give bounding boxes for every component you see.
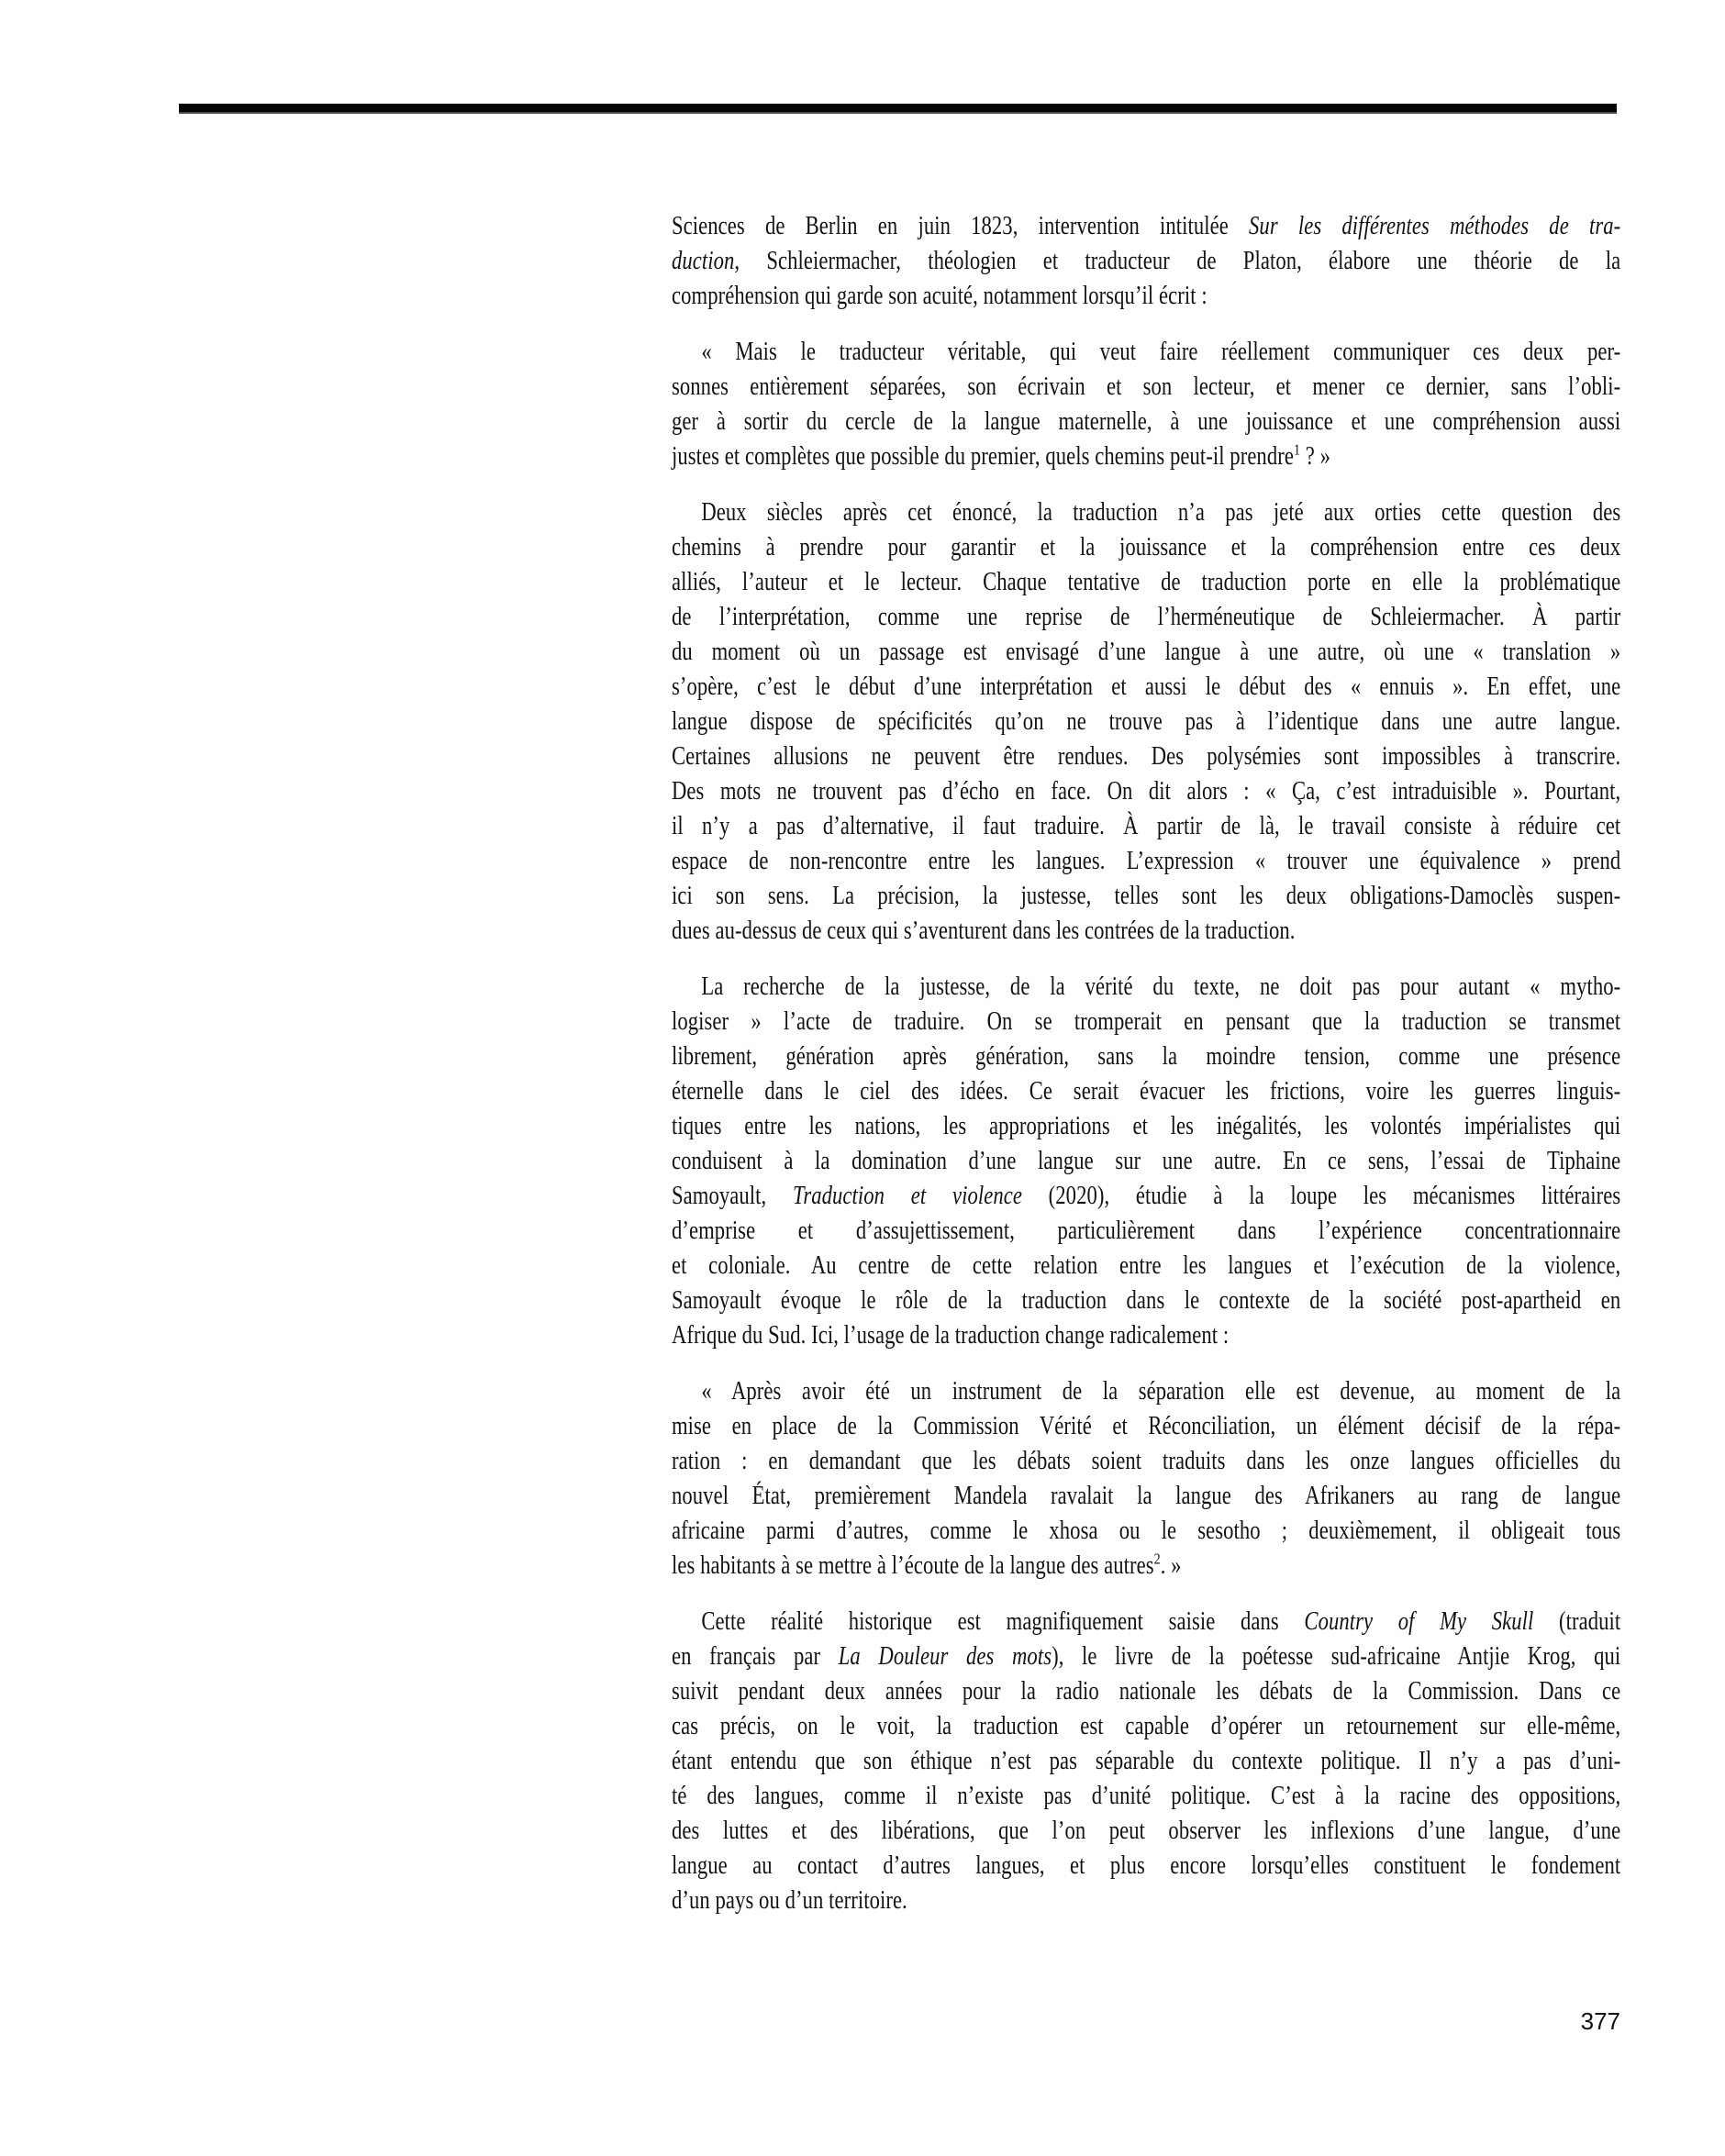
- text-line: langue dispose de spécificités qu’on ne trouve pas à l’identique dans une autre langue.: [672, 707, 1621, 736]
- text-line: mise en place de la Commission Vérité et Réconciliation, un élément décisif de la répa-: [672, 1412, 1621, 1440]
- text-line: alliés, l’auteur et le lecteur. Chaque tentative de traduction porte en elle la problématique: [672, 568, 1621, 596]
- text-line: duction, Schleiermacher, théologien et traducteur de Platon, élabore une théorie de la: [672, 247, 1621, 275]
- text-line: des luttes et des libérations, que l’on peut observer les inflexions d’une langue, d’une: [672, 1817, 1621, 1845]
- page-number: 377: [1580, 2007, 1620, 2035]
- text-line: Samoyault évoque le rôle de la traduction dans le contexte de la société post-apartheid en: [672, 1286, 1621, 1315]
- text-line: conduisent à la domination d’une langue sur une autre. En ce sens, l’essai de Tiphaine: [672, 1147, 1621, 1175]
- text-line: té des langues, comme il n’existe pas d’unité politique. C’est à la racine des oppositions,: [672, 1782, 1621, 1810]
- text-line: Sciences de Berlin en juin 1823, intervention intitulée Sur les différentes méthodes de tra-: [672, 212, 1621, 240]
- text-line: sonnes entièrement séparées, son écrivain et son lecteur, et mener ce dernier, sans l’obli-: [672, 372, 1621, 401]
- text-line: ger à sortir du cercle de la langue maternelle, à une jouissance et une compréhension aussi: [672, 407, 1621, 436]
- text-line: nouvel État, premièrement Mandela ravalait la langue des Afrikaners au rang de langue: [672, 1482, 1621, 1510]
- text-line: librement, génération après génération, sans la moindre tension, comme une présence: [672, 1042, 1621, 1071]
- text-line: africaine parmi d’autres, comme le xhosa ou le sesotho ; deuxièmement, il obligeait tous: [672, 1517, 1621, 1545]
- footnote-marker: 1: [1293, 440, 1301, 459]
- paragraph-body-continuation: [672, 209, 1620, 314]
- paragraph-quotation: [672, 1374, 1620, 1584]
- paragraph-body: [672, 970, 1620, 1353]
- text-line: il n’y a pas d’alternative, il faut traduire. À partir de là, le travail consiste à réduire cet: [672, 812, 1621, 840]
- text-line: Deux siècles après cet énoncé, la traduction n’a pas jeté aux orties cette question des: [701, 498, 1621, 527]
- paragraph-quotation: [672, 335, 1620, 474]
- text-line: espace de non-rencontre entre les langues. L’expression « trouver une équivalence » prend: [672, 847, 1621, 875]
- text-line: tiques entre les nations, les appropriations et les inégalités, les volontés impérialistes qui: [672, 1112, 1621, 1140]
- text-line: cas précis, on le voit, la traduction est capable d’opérer un retournement sur elle-même,: [672, 1712, 1621, 1740]
- text-line: logiser » l’acte de traduire. On se tromperait en pensant que la traduction se transmet: [672, 1007, 1621, 1036]
- paragraph-body: [672, 495, 1620, 949]
- text-line: Afrique du Sud. Ici, l’usage de la traduction change radicalement :: [672, 1321, 1230, 1350]
- text-column: [672, 209, 1620, 1918]
- text-line: « Après avoir été un instrument de la séparation elle est devenue, au moment de la: [701, 1377, 1621, 1406]
- text-line: d’emprise et d’assujettissement, particulièrement dans l’expérience concentrationnaire: [672, 1217, 1621, 1245]
- text-line: les habitants à se mettre à l’écoute de la langue des autres$^2$. »: [672, 1550, 1182, 1580]
- text-line: justes et complètes que possible du premier, quels chemins peut-il prendre$^1$ ? »: [672, 440, 1331, 471]
- text-line: éternelle dans le ciel des idées. Ce serait évacuer les frictions, voire les guerres linguis-: [672, 1077, 1621, 1106]
- text-line: en français par La Douleur des mots), le livre de la poétesse sud-africaine Antjie Krog, qui: [672, 1642, 1621, 1671]
- text-line: et coloniale. Au centre de cette relation entre les langues et l’exécution de la violence,: [672, 1251, 1621, 1280]
- text-line: Des mots ne trouvent pas d’écho en face. On dit alors : « Ça, c’est intraduisible ». Pourtant,: [672, 777, 1621, 806]
- text-line: suivit pendant deux années pour la radio nationale les débats de la Commission. Dans ce: [672, 1677, 1621, 1706]
- header-rule: [179, 104, 1617, 114]
- text-line: du moment où un passage est envisagé d’une langue à une autre, où une « translation »: [672, 638, 1621, 666]
- text-line: s’opère, c’est le début d’une interprétation et aussi le début des « ennuis ». En effet, une: [672, 672, 1621, 701]
- text-line: La recherche de la justesse, de la vérité du texte, ne doit pas pour autant « mytho-: [701, 972, 1621, 1001]
- text-line: ration : en demandant que les débats soient traduits dans les onze langues officielles du: [672, 1447, 1621, 1475]
- text-line: ici son sens. La précision, la justesse, telles sont les deux obligations-Damoclès suspen-: [672, 882, 1621, 910]
- text-line: Samoyault, Traduction et violence (2020), étudie à la loupe les mécanismes littéraires: [672, 1182, 1621, 1210]
- text-line: langue au contact d’autres langues, et plus encore lorsqu’elles constituent le fondement: [672, 1851, 1621, 1880]
- text-line: Certaines allusions ne peuvent être rendues. Des polysémies sont impossibles à transcrire.: [672, 742, 1621, 771]
- paragraph-body: [672, 1605, 1620, 1918]
- text-line: d’un pays ou d’un territoire.: [672, 1886, 907, 1915]
- text-line: compréhension qui garde son acuité, notamment lorsqu’il écrit :: [672, 282, 1208, 310]
- text-line: « Mais le traducteur véritable, qui veut faire réellement communiquer ces deux per-: [701, 338, 1621, 366]
- text-line: de l’interprétation, comme une reprise de l’herméneutique de Schleiermacher. À partir: [672, 603, 1621, 631]
- footnote-marker: 2: [1153, 1550, 1161, 1568]
- text-line: chemins à prendre pour garantir et la jouissance et la compréhension entre ces deux: [672, 533, 1621, 561]
- text-line: Cette réalité historique est magnifiquement saisie dans Country of My Skull (traduit: [701, 1607, 1621, 1636]
- text-line: dues au-dessus de ceux qui s’aventurent dans les contrées de la traduction.: [672, 917, 1296, 945]
- text-line: étant entendu que son éthique n’est pas séparable du contexte politique. Il n’y a pas d’uni-: [672, 1747, 1621, 1775]
